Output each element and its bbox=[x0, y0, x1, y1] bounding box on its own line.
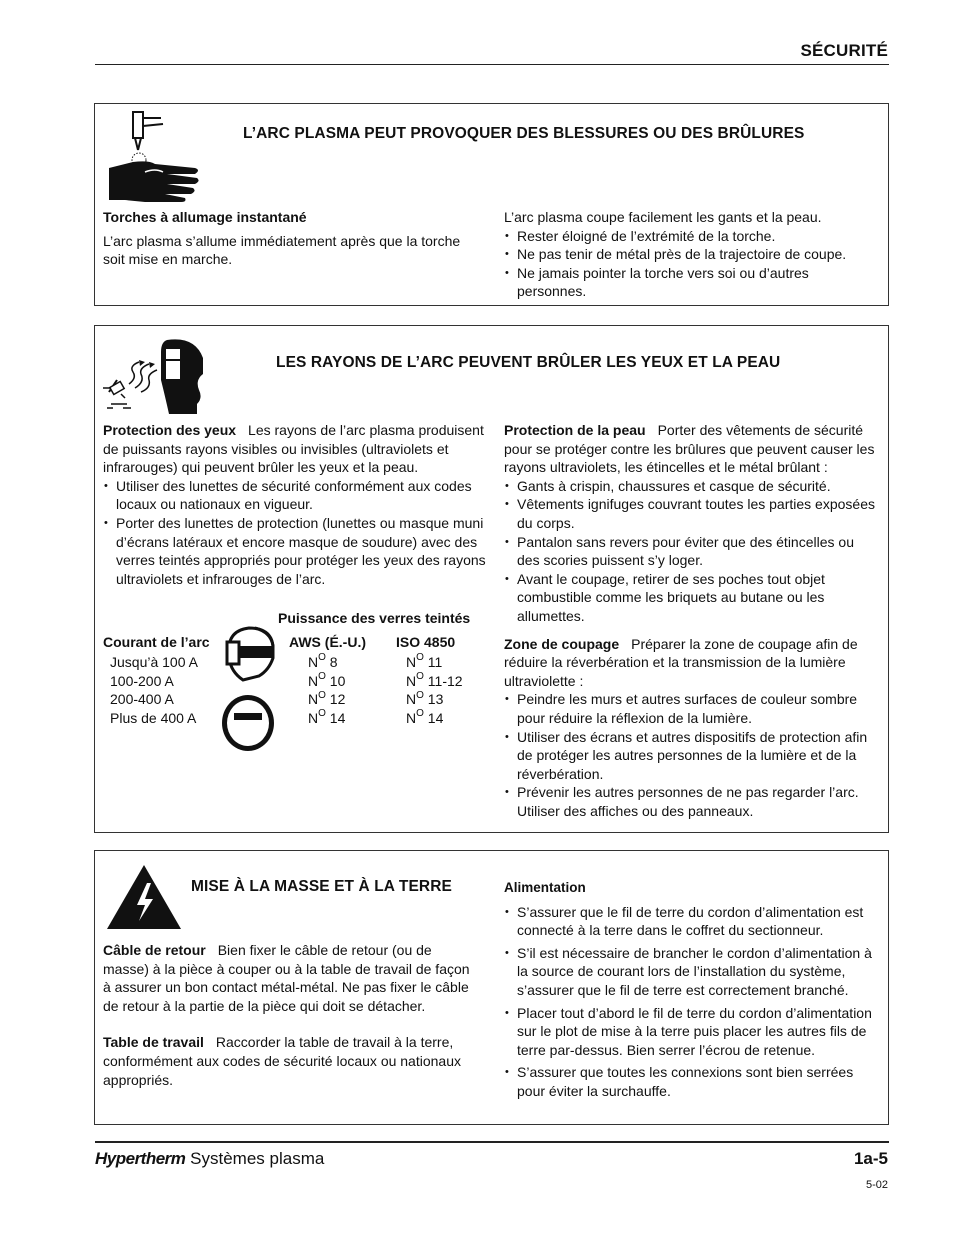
revision-date: 5-02 bbox=[865, 1179, 888, 1191]
list-item: • Rester éloigné de l’extrémité de la torche. bbox=[504, 227, 864, 246]
section1-left-col bbox=[103, 208, 478, 269]
worktable-text: Raccorder la table de travail à la terre, conformément aux codes de sécurité locaux ou nationaux appropriés. bbox=[103, 1034, 461, 1088]
shade-iso-col bbox=[406, 653, 463, 727]
power-bullet-list bbox=[504, 903, 879, 1101]
list-item: • S’il est nécessaire de brancher le cordon d’alimentation à la source de courant lors de l’installation du système, s’assurer que le fil de terre est correctement branché. bbox=[504, 944, 879, 1000]
goggles-icon bbox=[220, 693, 276, 753]
table-cell: $N^O$ 8 bbox=[308, 652, 338, 670]
table-cell: $N^O$ 12 bbox=[308, 689, 346, 708]
section-plasma-arc bbox=[94, 103, 889, 306]
section1-left-heading: Torches à allumage instantané bbox=[103, 209, 307, 225]
eyes-bullet-list bbox=[103, 477, 488, 589]
shade-aws-col bbox=[308, 653, 345, 727]
face-shield-icon bbox=[225, 624, 277, 684]
shade-col-current: Courant de l’arc bbox=[103, 634, 210, 650]
list-item: • Vêtements ignifuges couvrant toutes les parties exposées du corps. bbox=[504, 495, 879, 532]
list-item: • Gants à crispin, chaussures et casque de sécurité. bbox=[504, 477, 879, 496]
section1-title: L’ARC PLASMA PEUT PROVOQUER DES BLESSURES OU DES BRÛLURES bbox=[243, 125, 805, 142]
welding-mask-icon bbox=[99, 334, 207, 416]
section3-left-col bbox=[103, 941, 478, 1089]
footer-product: Systèmes plasma bbox=[190, 1149, 325, 1168]
section1-right-intro: L’arc plasma coupe facilement les gants et la peau. bbox=[504, 209, 822, 225]
list-item: • Utiliser des écrans et autres dispositifs de protection afin de protéger les autres personnes de la lumière et de la réverbération. bbox=[504, 728, 879, 784]
page-header-title: SÉCURITÉ bbox=[800, 41, 888, 60]
return-text: Bien fixer le câble de retour (ou de masse) à la pièce à couper ou à la table de travail de façon à assurer un bon contact métal-métal. Ne pas fixer le câble de retour à la partie de la pièce qui doit se détacher. bbox=[103, 942, 470, 1014]
zone-heading: Zone de coupage bbox=[504, 635, 620, 652]
page-number: 1a-5 bbox=[853, 1149, 888, 1168]
table-cell: $N^O$ 10 bbox=[308, 670, 346, 689]
section1-right-col bbox=[504, 208, 864, 301]
list-item: • Ne jamais pointer la torche vers soi ou d’autres personnes. bbox=[504, 264, 864, 301]
list-item: • Avant le coupage, retirer de ses poches tout objet combustible comme les briquets au butane ou les allumettes. bbox=[504, 570, 879, 626]
list-item: • Pantalon sans revers pour éviter que des étincelles ou des scories puissent s’y loger. bbox=[504, 533, 879, 570]
section1-bullet-list bbox=[504, 227, 864, 301]
table-cell: 200-400 A bbox=[110, 691, 174, 708]
table-cell: $N^O$ 11 bbox=[406, 652, 443, 670]
shade-table-caption: Puissance des verres teintés bbox=[278, 610, 471, 626]
section3-right-col bbox=[504, 879, 879, 1101]
table-cell: $N^O$ 14 bbox=[308, 708, 346, 726]
list-item: • S’assurer que le fil de terre du cordon d’alimentation est connecté à la terre dans le coffret du sectionneur. bbox=[504, 903, 879, 940]
list-item: • Utiliser des lunettes de sécurité conformément aux codes locaux ou nationaux en vigueur. bbox=[103, 477, 488, 514]
list-item: • Placer tout d’abord le fil de terre du cordon d’alimentation sur le plot de mise à la terre puis placer les autres fils de terre par-dessus. Bien serrer l’écrou de retenue. bbox=[504, 1004, 879, 1060]
section2-title: LES RAYONS DE L’ARC PEUVENT BRÛLER LES YEUX ET LA PEAU bbox=[276, 354, 781, 371]
list-item: • Porter des lunettes de protection (lunettes ou masque muni d’écrans latéraux et encore masque de soudure) avec des verres teintés appropriés pour protéger les yeux des rayons ultraviolets et infrarouges de l’arc. bbox=[103, 514, 488, 588]
section1-left-text: L’arc plasma s’allume immédiatement après que la torche soit mise en marche. bbox=[103, 232, 461, 268]
power-heading: Alimentation bbox=[504, 880, 586, 895]
section3-title: MISE À LA MASSE ET À LA TERRE bbox=[191, 878, 452, 895]
list-item: • Ne pas tenir de métal près de la trajectoire de coupe. bbox=[504, 245, 864, 264]
torch-hand-icon bbox=[105, 110, 201, 206]
shade-col-iso: ISO 4850 bbox=[396, 634, 456, 650]
table-cell: 100-200 A bbox=[110, 672, 174, 689]
header-divider bbox=[95, 64, 889, 65]
skin-text: Porter des vêtements de sécurité pour se protéger contre les brûlures que peuvent causer les rayons ultraviolets, les étincelles et le métal brûlant : bbox=[504, 422, 875, 476]
shade-col-aws: AWS (É.-U.) bbox=[289, 634, 366, 650]
list-item: • Peindre les murs et autres surfaces de couleur sombre pour réduire la réflexion de la lumière. bbox=[504, 690, 879, 727]
table-cell: $N^O$ 11-12 bbox=[406, 670, 463, 689]
shade-current-col bbox=[110, 653, 220, 727]
table-cell: $N^O$ 13 bbox=[406, 689, 444, 708]
section-grounding bbox=[94, 850, 889, 1125]
zone-text: Préparer la zone de coupage afin de réduire la réverbération et la transmission de la lumière ultraviolette : bbox=[504, 635, 858, 689]
section2-left-col bbox=[103, 421, 488, 588]
table-cell: Plus de 400 A bbox=[110, 709, 197, 726]
section-arc-rays bbox=[94, 325, 889, 833]
list-item: • S’assurer que toutes les connexions sont bien serrées pour éviter la surchauffe. bbox=[504, 1063, 879, 1100]
footer-brand bbox=[95, 1150, 324, 1169]
electric-warning-icon bbox=[105, 863, 183, 931]
skin-heading: Protection de la peau bbox=[504, 422, 646, 438]
brand-logo: Hypertherm bbox=[95, 1149, 186, 1168]
footer-divider bbox=[95, 1141, 889, 1143]
worktable-heading: Table de travail bbox=[103, 1034, 204, 1051]
table-cell: Jusqu’à 100 A bbox=[110, 654, 198, 670]
table-cell: $N^O$ 14 bbox=[406, 708, 444, 726]
return-heading: Câble de retour bbox=[103, 942, 206, 958]
list-item: • Prévenir les autres personnes de ne pas regarder l’arc. Utiliser des affiches ou des panneaux. bbox=[504, 783, 879, 820]
eyes-heading: Protection des yeux bbox=[103, 422, 237, 438]
section2-right-col bbox=[504, 421, 879, 820]
skin-bullet-list bbox=[504, 477, 879, 626]
eyes-text: Les rayons de l’arc plasma produisent de puissants rayons visibles ou invisibles (ultraviolets et infrarouges) qui peuvent brûler les yeux et la peau. bbox=[103, 422, 484, 476]
zone-bullet-list bbox=[504, 690, 879, 820]
